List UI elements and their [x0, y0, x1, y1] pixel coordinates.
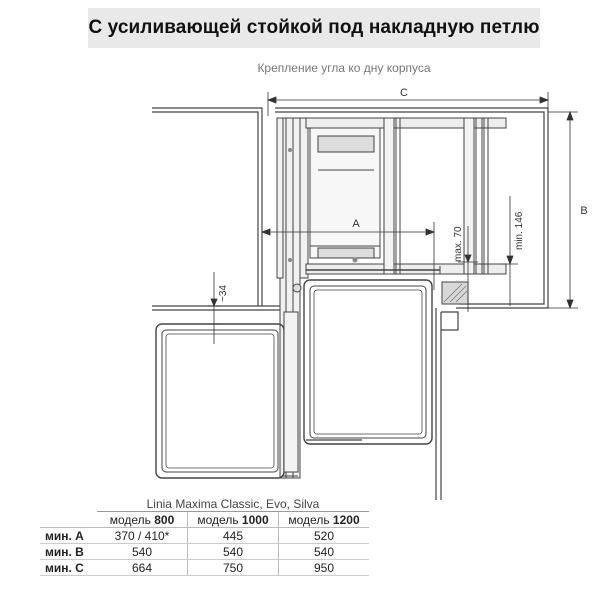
- dim-min146-label: min. 146: [514, 211, 525, 250]
- model-header-800: модель 800: [97, 512, 188, 528]
- basket-left: [156, 312, 298, 478]
- spec-table: [40, 496, 369, 576]
- dimension-34: [208, 272, 220, 344]
- dim-a-label: A: [352, 218, 360, 230]
- row-label: мин. A: [40, 528, 97, 544]
- dim-c-label: C: [400, 87, 408, 99]
- table-row: [40, 560, 369, 576]
- model-header-1000: модель 1000: [188, 512, 279, 528]
- dimension-b: [548, 112, 578, 308]
- table-cell: 540: [279, 544, 370, 560]
- dim-34-label: ~34: [218, 285, 229, 302]
- table-cell: 750: [188, 560, 279, 576]
- table-cell: 370 / 410*: [97, 528, 188, 544]
- row-label: мин. B: [40, 544, 97, 560]
- table-row: [40, 528, 369, 544]
- dim-max70-label: max. 70: [453, 226, 464, 262]
- table-header-row: [40, 512, 369, 528]
- model-header-1200: модель 1200: [279, 512, 370, 528]
- page-title: С усиливающей стойкой под накладную петлю: [88, 17, 540, 38]
- table-cell: 950: [279, 560, 370, 576]
- mechanism-frame: [306, 118, 506, 274]
- row-label: мин. C: [40, 560, 97, 576]
- table-title-row: [40, 496, 369, 512]
- table-row: [40, 544, 369, 560]
- corner-block: [442, 282, 468, 304]
- dim-b-label: B: [580, 205, 588, 217]
- series-name: Linia Maxima Classic, Evo, Silva: [97, 496, 369, 512]
- table-cell: 664: [97, 560, 188, 576]
- table-cell: 540: [188, 544, 279, 560]
- table-cell: 520: [279, 528, 370, 544]
- page-subtitle: Крепление угла ко дну корпуса: [257, 61, 431, 75]
- table-cell: 445: [188, 528, 279, 544]
- table-cell: 540: [97, 544, 188, 560]
- basket-right: [304, 280, 432, 444]
